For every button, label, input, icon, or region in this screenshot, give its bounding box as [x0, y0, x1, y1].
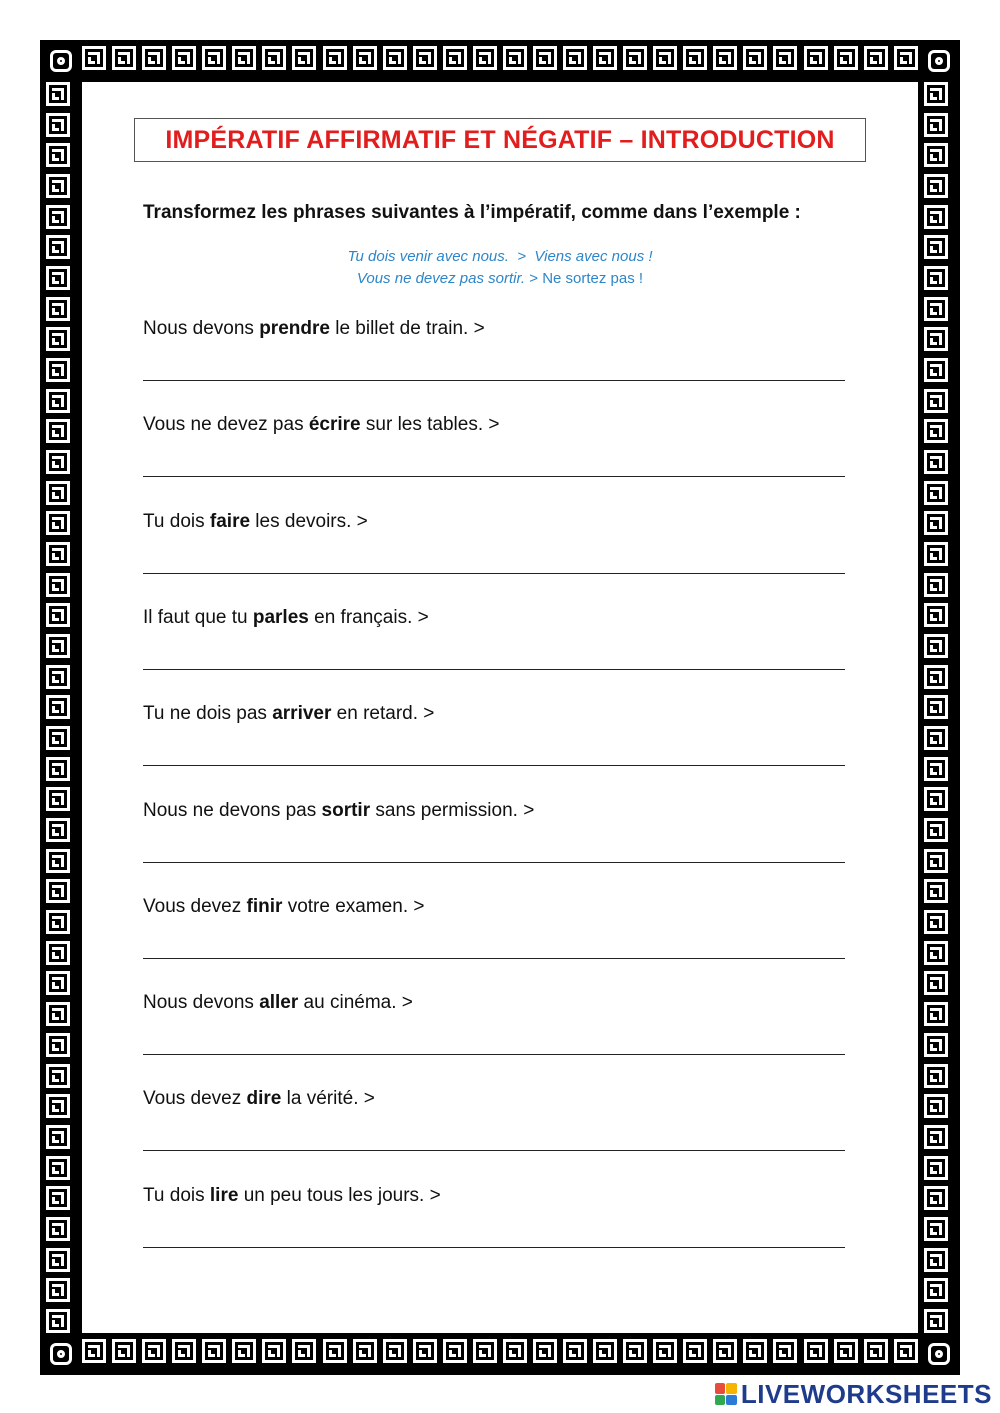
greek-key-tile	[383, 1339, 407, 1363]
greek-key-tile	[202, 46, 226, 70]
greek-key-tile	[323, 1339, 347, 1363]
greek-key-tile	[924, 726, 948, 750]
greek-key-tile	[924, 879, 948, 903]
greek-key-tile	[323, 46, 347, 70]
greek-key-tile	[683, 46, 707, 70]
greek-key-tile	[262, 46, 286, 70]
question-5	[143, 703, 434, 725]
greek-key-tile	[804, 46, 828, 70]
question-verb: lire	[209, 1185, 239, 1206]
example-answer: Ne sortez pas !	[542, 270, 644, 287]
greek-key-tile	[46, 266, 70, 290]
greek-key-tile	[924, 174, 948, 198]
greek-key-tile	[653, 46, 677, 70]
greek-key-tile	[563, 46, 587, 70]
question-text-end: les devoirs. >	[250, 511, 368, 532]
example-prompt: Vous ne devez pas sortir.	[356, 270, 526, 287]
greek-key-tile	[202, 1339, 226, 1363]
greek-key-tile	[924, 389, 948, 413]
greek-key-tile	[924, 1248, 948, 1272]
greek-key-tile	[172, 1339, 196, 1363]
greek-key-tile	[46, 297, 70, 321]
greek-key-tile	[924, 603, 948, 627]
question-text-end: au cinéma. >	[298, 992, 413, 1013]
greek-key-tile	[46, 358, 70, 382]
greek-key-tile	[773, 1339, 797, 1363]
greek-key-tile	[46, 971, 70, 995]
question-1	[143, 318, 485, 340]
greek-key-tile	[924, 511, 948, 535]
greek-key-tile	[924, 1033, 948, 1057]
greek-key-tile	[292, 46, 316, 70]
greek-key-tile	[713, 46, 737, 70]
greek-key-tile	[924, 1064, 948, 1088]
greek-key-tile	[834, 1339, 858, 1363]
greek-key-tile	[924, 787, 948, 811]
answer-line-1[interactable]	[143, 380, 845, 381]
greek-key-tile	[46, 757, 70, 781]
greek-key-tile	[46, 174, 70, 198]
greek-key-tile	[924, 358, 948, 382]
greek-key-tile	[924, 266, 948, 290]
greek-key-tile	[46, 695, 70, 719]
greek-key-tile	[924, 1125, 948, 1149]
question-text-end: votre examen. >	[282, 896, 425, 917]
greek-key-tile	[924, 849, 948, 873]
greek-key-tile	[924, 1278, 948, 1302]
greek-key-tile	[864, 1339, 888, 1363]
answer-line-4[interactable]	[143, 669, 845, 670]
greek-key-tile	[473, 46, 497, 70]
instruction: Transformez les phrases suivantes à l’impératif, comme dans l’exemple :	[143, 202, 801, 223]
answer-line-7[interactable]	[143, 958, 845, 959]
greek-key-tile	[713, 1339, 737, 1363]
greek-key-tile	[413, 46, 437, 70]
greek-key-tile	[924, 910, 948, 934]
greek-key-tile	[82, 1339, 106, 1363]
greek-key-tile	[924, 941, 948, 965]
question-text-start: Vous devez	[143, 896, 247, 917]
greek-key-tile	[46, 1033, 70, 1057]
greek-key-tile	[46, 634, 70, 658]
question-7	[143, 896, 424, 918]
greek-key-tile	[924, 481, 948, 505]
greek-key-tile	[46, 603, 70, 627]
question-text-end: sans permission. >	[370, 800, 535, 821]
greek-key-tile	[894, 46, 918, 70]
question-verb: parles	[252, 607, 309, 628]
liveworksheets-mark-icon	[715, 1383, 737, 1405]
example-1	[134, 248, 866, 265]
greek-key-tile	[653, 1339, 677, 1363]
question-text-end: en retard. >	[331, 703, 435, 724]
greek-key-tile	[743, 46, 767, 70]
greek-key-tile	[563, 1339, 587, 1363]
greek-key-tile	[46, 419, 70, 443]
greek-key-tile	[383, 46, 407, 70]
greek-key-tile	[46, 1156, 70, 1180]
question-text-start: Nous devons	[143, 318, 260, 339]
greek-key-tile	[46, 1002, 70, 1026]
brand-name: LIVEWORKSHEETS	[740, 1378, 992, 1409]
greek-key-tile	[46, 787, 70, 811]
greek-key-tile	[924, 327, 948, 351]
greek-key-tile	[46, 511, 70, 535]
example-prompt: Tu dois venir avec nous.	[347, 248, 509, 265]
greek-key-tile	[46, 665, 70, 689]
question-9	[143, 1088, 375, 1110]
greek-key-tile	[46, 542, 70, 566]
question-2	[143, 414, 500, 436]
greek-key-tile	[924, 235, 948, 259]
greek-key-tile	[623, 46, 647, 70]
question-text-start: Vous devez	[143, 1088, 247, 1109]
greek-key-tile	[924, 634, 948, 658]
greek-key-tile	[46, 82, 70, 106]
question-verb: finir	[246, 896, 283, 917]
greek-key-tile	[142, 46, 166, 70]
greek-key-tile	[46, 1248, 70, 1272]
question-text-start: Tu ne dois pas	[143, 703, 273, 724]
example-arrow: >	[529, 270, 539, 287]
greek-key-tile	[924, 542, 948, 566]
greek-key-tile	[46, 910, 70, 934]
greek-key-tile	[413, 1339, 437, 1363]
greek-key-tile	[172, 46, 196, 70]
greek-key-tile	[924, 1186, 948, 1210]
greek-key-tile	[292, 1339, 316, 1363]
answer-line-10[interactable]	[143, 1247, 845, 1248]
question-verb: prendre	[259, 318, 330, 339]
question-verb: arriver	[272, 703, 332, 724]
greek-key-tile	[46, 941, 70, 965]
answer-line-5[interactable]	[143, 765, 845, 766]
greek-key-tile	[46, 481, 70, 505]
question-8	[143, 992, 413, 1014]
greek-key-tile	[924, 665, 948, 689]
greek-key-tile	[46, 113, 70, 137]
example-arrow: >	[517, 248, 527, 265]
greek-key-tile	[46, 879, 70, 903]
title-box	[134, 118, 866, 162]
liveworksheets-logo	[715, 1380, 992, 1408]
greek-key-tile	[443, 1339, 467, 1363]
greek-key-tile	[864, 46, 888, 70]
greek-key-tile	[924, 297, 948, 321]
greek-key-tile	[503, 1339, 527, 1363]
greek-key-tile	[924, 205, 948, 229]
greek-key-tile	[443, 46, 467, 70]
question-text-end: un peu tous les jours. >	[238, 1185, 441, 1206]
question-text-end: le billet de train. >	[329, 318, 485, 339]
greek-key-tile	[353, 46, 377, 70]
border-pattern-left	[46, 82, 76, 1333]
greek-key-tile	[924, 1156, 948, 1180]
greek-key-tile	[46, 573, 70, 597]
greek-key-tile	[112, 46, 136, 70]
greek-key-tile	[804, 1339, 828, 1363]
question-text-start: Il faut que tu	[143, 607, 253, 628]
greek-key-tile	[924, 82, 948, 106]
question-6	[143, 800, 534, 822]
question-text-start: Nous devons	[143, 992, 260, 1013]
greek-key-tile	[46, 1125, 70, 1149]
greek-key-tile	[46, 1278, 70, 1302]
greek-key-tile	[232, 1339, 256, 1363]
greek-key-tile	[46, 389, 70, 413]
greek-key-tile	[533, 46, 557, 70]
greek-key-tile	[46, 1094, 70, 1118]
greek-key-tile	[473, 1339, 497, 1363]
greek-key-tile	[834, 46, 858, 70]
answer-line-3[interactable]	[143, 573, 845, 574]
greek-key-tile	[924, 757, 948, 781]
question-text-end: sur les tables. >	[360, 414, 500, 435]
greek-key-tile	[924, 113, 948, 137]
greek-key-tile	[894, 1339, 918, 1363]
corner-ornament	[918, 40, 960, 82]
greek-key-tile	[46, 726, 70, 750]
greek-key-tile	[683, 1339, 707, 1363]
answer-line-8[interactable]	[143, 1054, 845, 1055]
question-10	[143, 1185, 441, 1207]
greek-key-tile	[46, 205, 70, 229]
greek-key-tile	[232, 46, 256, 70]
greek-key-tile	[46, 235, 70, 259]
question-text-start: Nous ne devons pas	[143, 800, 322, 821]
border-pattern-bottom	[82, 1339, 918, 1369]
greek-key-tile	[112, 1339, 136, 1363]
greek-key-tile	[533, 1339, 557, 1363]
question-verb: aller	[259, 992, 299, 1013]
greek-key-tile	[46, 849, 70, 873]
greek-key-tile	[924, 1002, 948, 1026]
border-pattern-right	[924, 82, 954, 1333]
border-pattern-top	[82, 46, 918, 76]
question-text-start: Tu dois	[143, 511, 210, 532]
greek-key-tile	[46, 818, 70, 842]
greek-key-tile	[46, 143, 70, 167]
greek-key-tile	[503, 46, 527, 70]
greek-key-tile	[593, 1339, 617, 1363]
question-3	[143, 511, 368, 533]
greek-key-tile	[142, 1339, 166, 1363]
greek-key-tile	[924, 450, 948, 474]
question-text-end: la vérité. >	[281, 1088, 375, 1109]
example-2	[134, 270, 866, 287]
greek-key-tile	[593, 46, 617, 70]
example-answer: Viens avec nous !	[534, 248, 653, 265]
greek-key-tile	[46, 1186, 70, 1210]
greek-key-tile	[46, 1217, 70, 1241]
greek-key-tile	[924, 1217, 948, 1241]
greek-key-tile	[924, 419, 948, 443]
corner-ornament	[918, 1333, 960, 1375]
question-text-end: en français. >	[308, 607, 429, 628]
answer-line-9[interactable]	[143, 1150, 845, 1151]
question-4	[143, 607, 429, 629]
greek-key-tile	[924, 695, 948, 719]
greek-key-tile	[924, 1309, 948, 1333]
greek-key-tile	[743, 1339, 767, 1363]
greek-key-tile	[924, 1094, 948, 1118]
greek-key-tile	[924, 143, 948, 167]
greek-key-tile	[353, 1339, 377, 1363]
greek-key-tile	[262, 1339, 286, 1363]
question-verb: écrire	[308, 414, 361, 435]
greek-key-tile	[46, 450, 70, 474]
greek-key-tile	[924, 573, 948, 597]
question-text-start: Tu dois	[143, 1185, 210, 1206]
corner-ornament	[40, 40, 82, 82]
page-title: IMPÉRATIF AFFIRMATIF ET NÉGATIF – INTRODUCTION	[165, 125, 835, 154]
answer-line-6[interactable]	[143, 862, 845, 863]
greek-key-tile	[46, 327, 70, 351]
greek-key-tile	[82, 46, 106, 70]
greek-key-tile	[924, 971, 948, 995]
answer-line-2[interactable]	[143, 476, 845, 477]
question-text-start: Vous ne devez pas	[143, 414, 309, 435]
greek-key-tile	[46, 1064, 70, 1088]
question-verb: sortir	[321, 800, 371, 821]
question-verb: dire	[246, 1088, 282, 1109]
greek-key-tile	[924, 818, 948, 842]
question-verb: faire	[209, 511, 251, 532]
greek-key-tile	[773, 46, 797, 70]
corner-ornament	[40, 1333, 82, 1375]
greek-key-tile	[46, 1309, 70, 1333]
greek-key-tile	[623, 1339, 647, 1363]
